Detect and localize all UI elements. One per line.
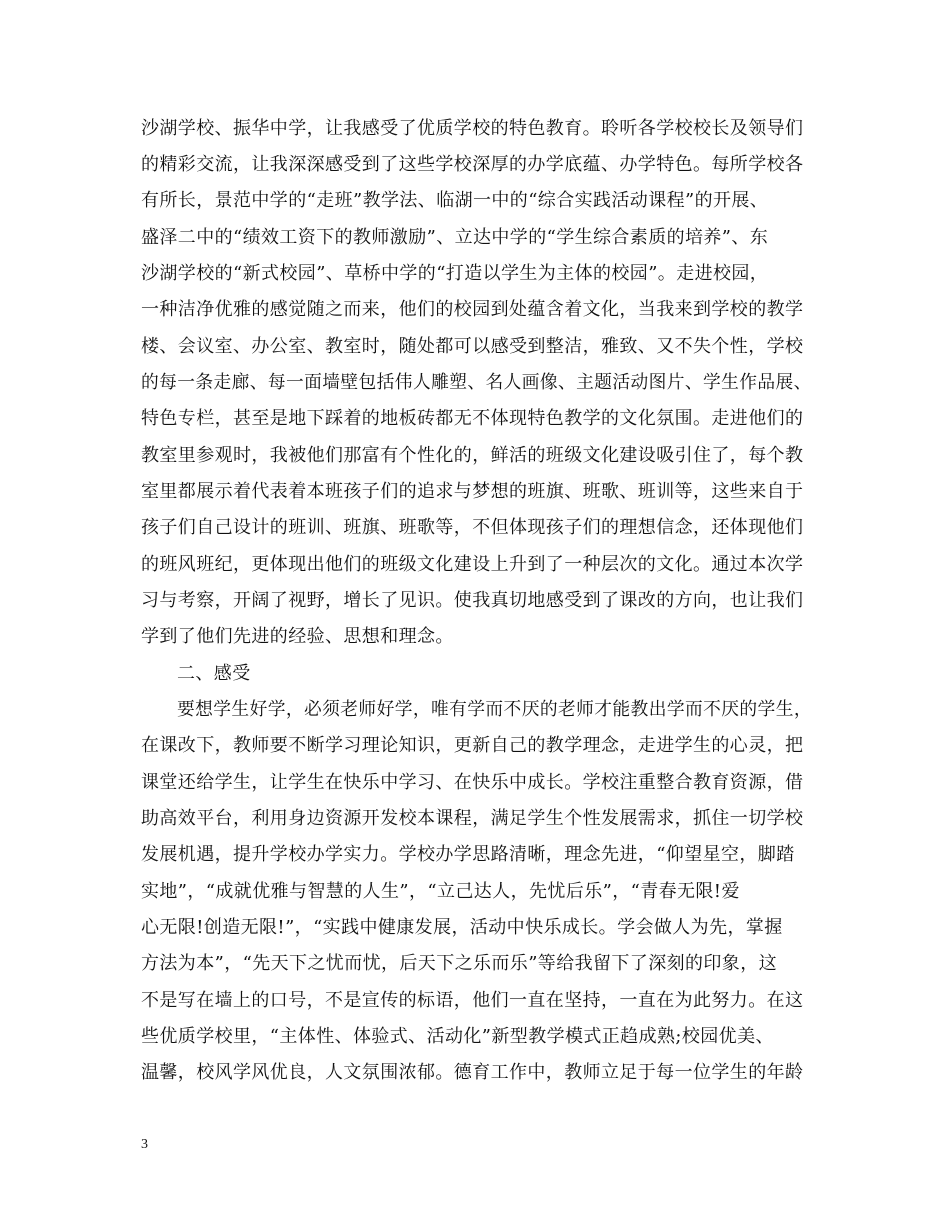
text-line: 沙湖学校、振华中学，让我感受了优质学校的特色教育。聆听各学校校长及领导们 [141, 118, 804, 139]
text-line: 有所长，景范中学的“走班”教学法、临湖一中的“综合实践活动课程”的开展、 [141, 190, 769, 211]
text-line: 助高效平台，利用身边资源开发校本课程，满足学生个性发展需求，抓住一切学校 [141, 808, 804, 829]
text-line: 学到了他们先进的经验、思想和理念。 [141, 626, 454, 647]
text-line: 孩子们自己设计的班训、班旗、班歌等，不但体现孩子们的理想信念，还体现他们 [141, 517, 804, 538]
text-line: 些优质学校里，“主体性、体验式、活动化”新型教学模式正趋成熟;校园优美、 [141, 1026, 774, 1047]
page-number: 3 [141, 1137, 148, 1152]
text-line: 楼、会议室、办公室、教室时，随处都可以感受到整洁，雅致、又不失个性，学校 [141, 336, 804, 357]
text-line: 不是写在墙上的口号，不是宣传的标语，他们一直在坚持，一直在为此努力。在这 [141, 990, 804, 1011]
text-line: 教室里参观时，我被他们那富有个性化的，鲜活的班级文化建设吸引住了，每个教 [141, 445, 804, 466]
text-line: 要想学生好学，必须老师好学，唯有学而不厌的老师才能教出学而不厌的学生， [177, 699, 812, 720]
text-line: 的班风班纪，更体现出他们的班级文化建设上升到了一种层次的文化。通过本次学 [141, 554, 804, 575]
text-line: 温馨，校风学风优良，人文氛围浓郁。德育工作中，教师立足于每一位学生的年龄 [141, 1062, 804, 1083]
text-line: 的精彩交流，让我深深感受到了这些学校深厚的办学底蕴、办学特色。每所学校各 [141, 154, 804, 175]
text-line: 在课改下，教师要不断学习理论知识，更新自己的教学理念，走进学生的心灵，把 [141, 735, 804, 756]
text-line: 方法为本”，“先天下之忧而忧，后天下之乐而乐”等给我留下了深刻的印象，这 [141, 953, 778, 974]
text-line: 特色专栏，甚至是地下踩着的地板砖都无不体现特色教学的文化氛围。走进他们的 [141, 408, 804, 429]
text-line: 发展机遇，提升学校办学实力。学校办学思路清晰，理念先进，“仰望星空，脚踏 [141, 844, 795, 865]
text-line: 室里都展示着代表着本班孩子们的追求与梦想的班旗、班歌、班训等，这些来自于 [141, 481, 804, 502]
section-heading: 二、感受 [177, 663, 251, 684]
text-line: 沙湖学校的“新式校园”、草桥中学的“打造以学生为主体的校园”。走进校园， [141, 263, 769, 284]
text-line: 盛泽二中的“绩效工资下的教师激励”、立达中学的“学生综合素质的培养”、东 [141, 227, 769, 248]
text-line: 习与考察，开阔了视野，增长了见识。使我真切地感受到了课改的方向，也让我们 [141, 590, 804, 611]
text-line: 课堂还给学生，让学生在快乐中学习、在快乐中成长。学校注重整合教育资源，借 [141, 772, 804, 793]
text-line: 心无限!创造无限!”，“实践中健康发展，活动中快乐成长。学会做人为先，掌握 [141, 917, 783, 938]
text-line: 一种洁净优雅的感觉随之而来，他们的校园到处蕴含着文化，当我来到学校的教学 [141, 299, 804, 320]
text-line: 实地”，“成就优雅与智慧的人生”，“立己达人，先忧后乐”，“青春无限!爱 [141, 881, 740, 902]
text-line: 的每一条走廊、每一面墙壁包括伟人雕塑、名人画像、主题活动图片、学生作品展、 [141, 372, 812, 393]
